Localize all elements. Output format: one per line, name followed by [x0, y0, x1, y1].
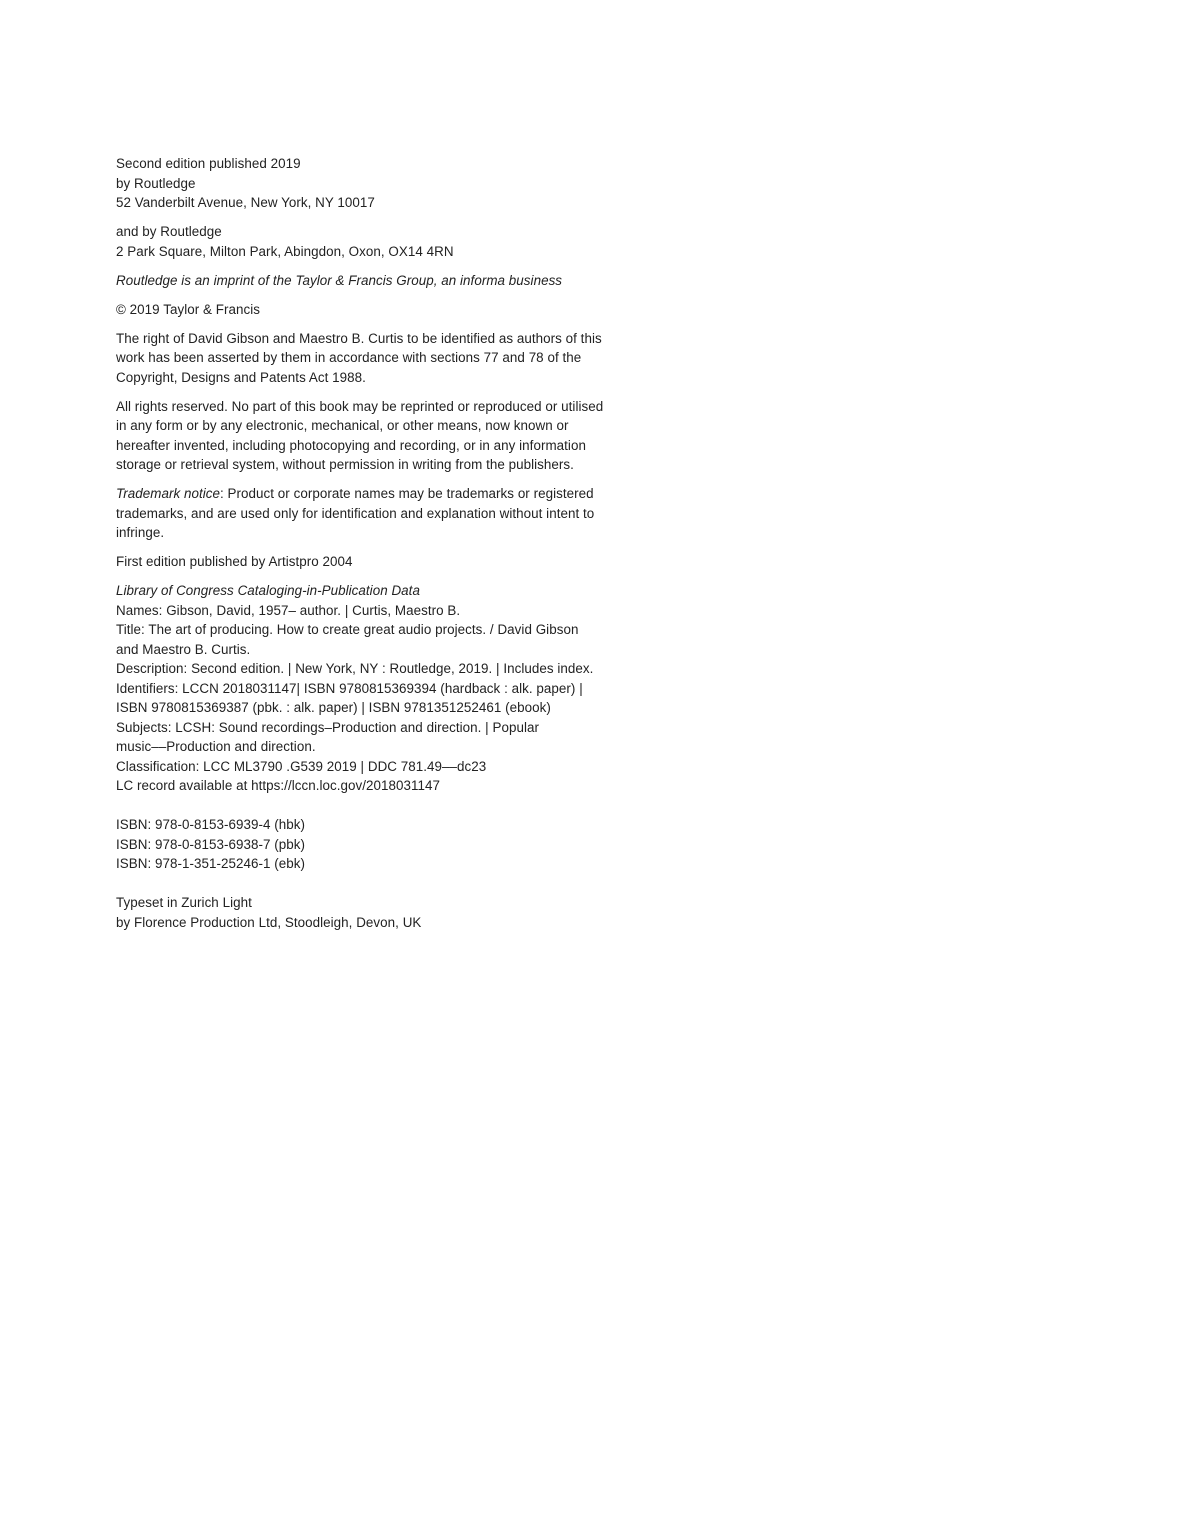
- moral-rights-line: Copyright, Designs and Patents Act 1988.: [116, 369, 366, 385]
- trademark-line: infringe.: [116, 525, 165, 540]
- imprint-note-block: [116, 271, 636, 291]
- uk-address-block: [116, 222, 636, 261]
- cip-line: ISBN 9780815369387 (pbk. : alk. paper) | ISBN 9781351252461 (ebook): [116, 700, 551, 715]
- typeset-line: by Florence Production Ltd, Stoodleigh, Devon, UK: [116, 914, 422, 930]
- all-rights-line: All rights reserved. No part of this book may be reprinted or reproduced or utilised: [116, 398, 604, 414]
- cip-line: and Maestro B. Curtis.: [116, 641, 251, 657]
- spacer: [116, 874, 636, 894]
- all-rights-line: storage or retrieval system, without permission in writing from the publishers.: [116, 457, 574, 472]
- isbn-line: ISBN: 978-0-8153-6938-7 (pbk): [116, 836, 306, 852]
- trademark-text: : Product or corporate names may be trademarks or registered: [220, 486, 594, 501]
- edition-line: 52 Vanderbilt Avenue, New York, NY 10017: [116, 195, 375, 210]
- uk-address-line: and by Routledge: [116, 224, 222, 239]
- typeset-line: Typeset in Zurich Light: [116, 895, 252, 910]
- cip-line: Title: The art of producing. How to create great audio projects. / David Gibson: [116, 622, 579, 637]
- all-rights-line: hereafter invented, including photocopying and recording, or in any information: [116, 437, 586, 453]
- cip-heading: Library of Congress Cataloging-in-Publication Data: [116, 583, 420, 598]
- copyright-notice: © 2019 Taylor & Francis: [116, 301, 260, 317]
- isbn-line: ISBN: 978-0-8153-6939-4 (hbk): [116, 817, 306, 832]
- edition-line: by Routledge: [116, 175, 196, 191]
- typeset-block: [116, 893, 636, 932]
- isbn-line: ISBN: 978-1-351-25246-1 (ebk): [116, 856, 306, 871]
- spacer: [116, 796, 636, 816]
- moral-rights-line: The right of David Gibson and Maestro B. Curtis to be identified as authors of this: [116, 330, 602, 346]
- copyright-page: [116, 154, 636, 942]
- all-rights-block: [116, 397, 636, 475]
- moral-rights-line: work has been asserted by them in accordance with sections 77 and 78 of the: [116, 350, 582, 365]
- edition-block: [116, 154, 636, 213]
- cip-line: music––Production and direction.: [116, 739, 316, 754]
- cip-line: Subjects: LCSH: Sound recordings–Production and direction. | Popular: [116, 719, 539, 735]
- cip-block: [116, 581, 636, 796]
- isbn-block: [116, 815, 636, 874]
- cip-line: Names: Gibson, David, 1957– author. | Curtis, Maestro B.: [116, 602, 461, 618]
- trademark-block: [116, 484, 636, 543]
- edition-line: Second edition published 2019: [116, 156, 301, 171]
- copyright-block: [116, 300, 636, 320]
- first-edition-note: First edition published by Artistpro 2004: [116, 554, 353, 569]
- trademark-line: trademarks, and are used only for identification and explanation without intent to: [116, 505, 595, 521]
- uk-address-line: 2 Park Square, Milton Park, Abingdon, Oxon, OX14 4RN: [116, 243, 454, 259]
- first-edition-block: [116, 552, 636, 572]
- cip-line: LC record available at https://lccn.loc.gov/2018031147: [116, 778, 441, 793]
- trademark-line: [116, 484, 636, 504]
- cip-line: Classification: LCC ML3790 .G539 2019 | DDC 781.49––dc23: [116, 758, 487, 774]
- cip-line: Description: Second edition. | New York, NY : Routledge, 2019. | Includes index.: [116, 661, 594, 676]
- all-rights-line: in any form or by any electronic, mechanical, or other means, now known or: [116, 418, 569, 433]
- imprint-note: Routledge is an imprint of the Taylor & Francis Group, an informa business: [116, 272, 563, 288]
- trademark-label: Trademark notice: [116, 486, 220, 501]
- moral-rights-block: [116, 329, 636, 388]
- cip-line: Identifiers: LCCN 2018031147| ISBN 9780815369394 (hardback : alk. paper) |: [116, 680, 583, 696]
